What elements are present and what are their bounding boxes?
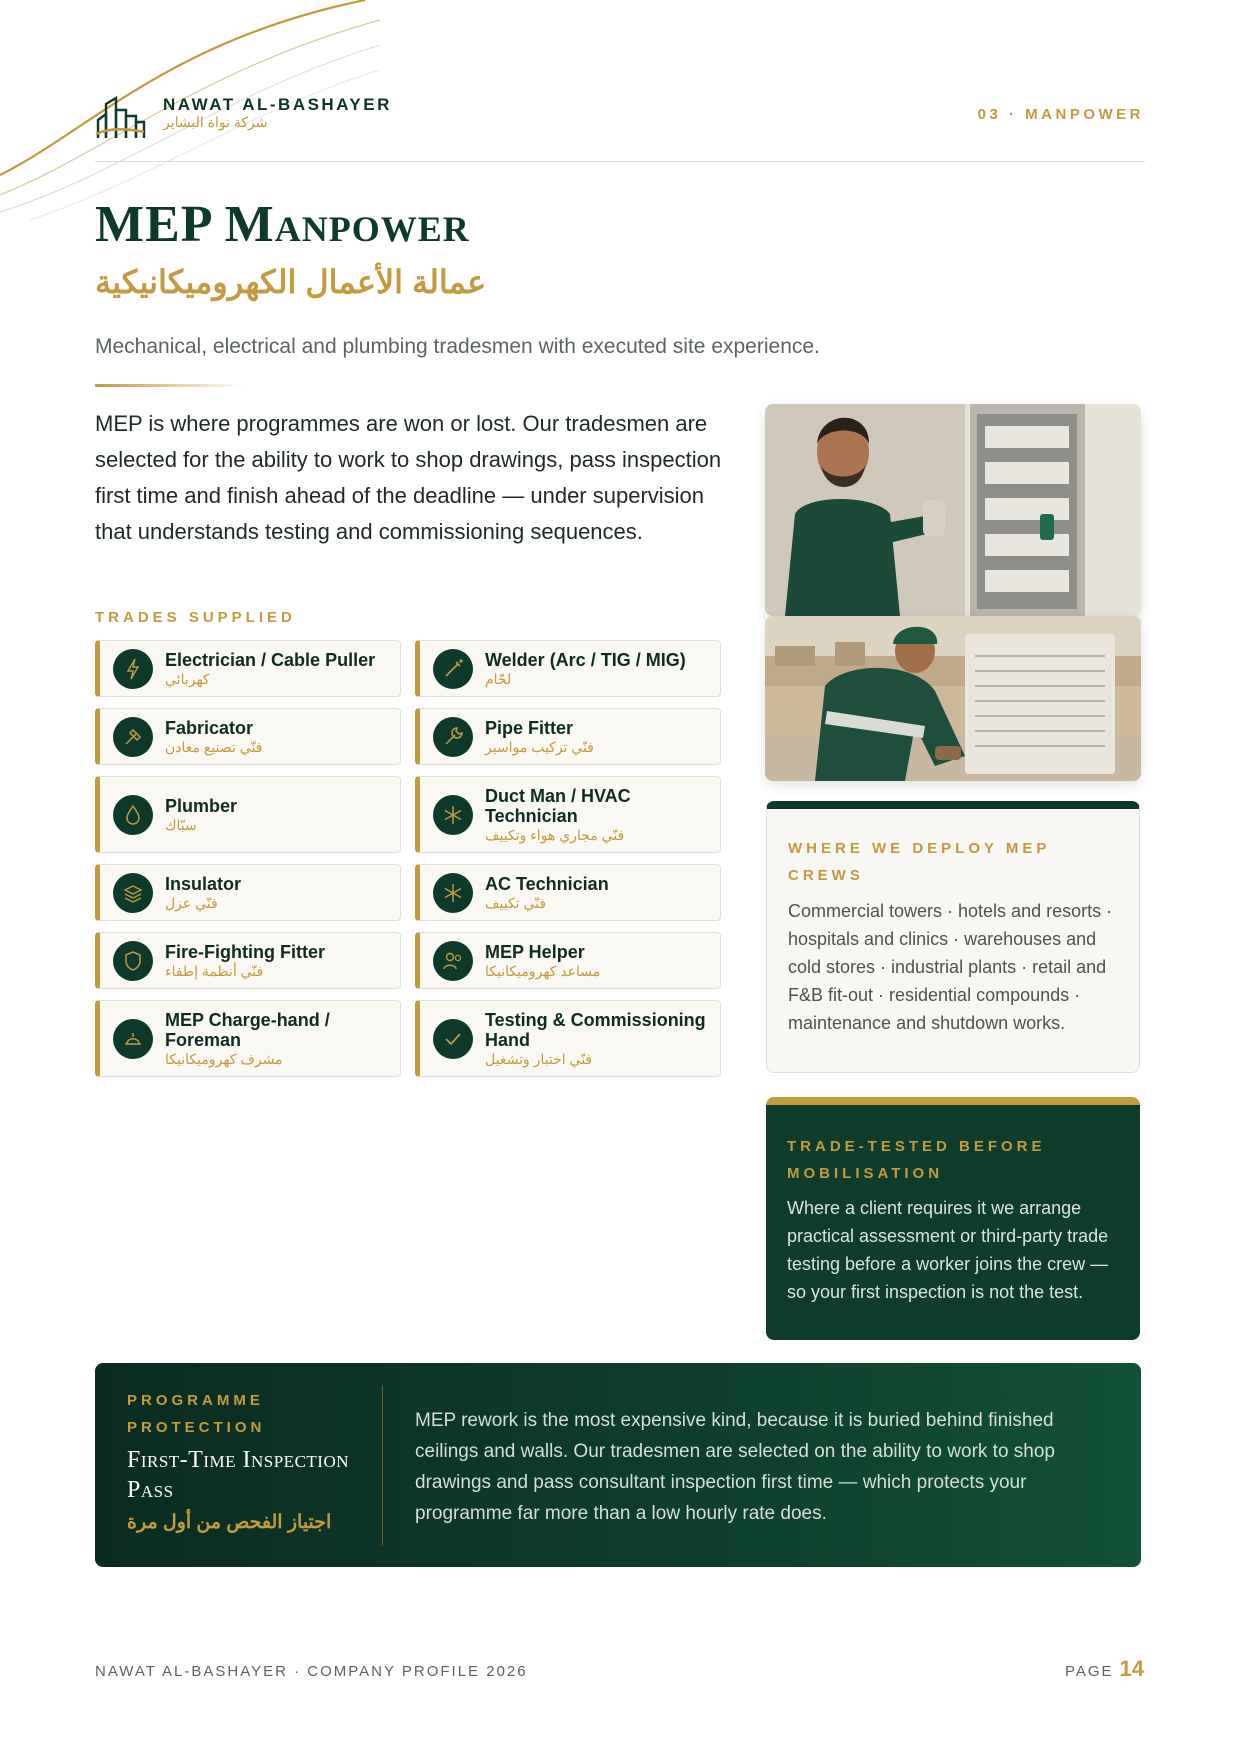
trade-name-arabic: مشرف كهروميكانيكا <box>165 1050 283 1067</box>
trade-card <box>415 640 721 697</box>
trade-card <box>95 640 401 697</box>
photo-electrician-at-panel <box>765 404 1141 616</box>
trade-tested-box <box>766 1097 1140 1340</box>
trade-card <box>415 864 721 921</box>
welding-torch-icon <box>433 649 473 689</box>
trade-card <box>415 1000 721 1077</box>
snowflake-icon <box>433 795 473 835</box>
trade-card <box>415 932 721 989</box>
band-divider <box>382 1385 383 1545</box>
trade-name: AC Technician <box>485 873 609 894</box>
hard-hat-icon <box>113 1019 153 1059</box>
programme-title-arabic: اجتياز الفحص من أول مرة <box>127 1512 332 1533</box>
layers-icon <box>113 873 153 913</box>
page-title-arabic: عمالة الأعمال الكهروميكانيكية <box>95 264 487 300</box>
footer-page <box>1065 1656 1144 1682</box>
trade-name-arabic: مساعد كهروميكانيكا <box>485 962 601 979</box>
trade-name: Plumber <box>165 795 238 816</box>
photo-technician-at-ac-unit <box>765 616 1141 781</box>
trade-name: Fire-Fighting Fitter <box>165 941 325 962</box>
trade-name-arabic: سبّاك <box>165 816 197 833</box>
trade-card <box>95 776 401 853</box>
trades-heading: TRADES SUPPLIED <box>95 609 296 626</box>
section-tag: 03 · MANPOWER <box>977 106 1144 123</box>
trade-card <box>415 776 721 853</box>
trade-name-arabic: فنّي تركيب مواسير <box>485 738 594 755</box>
programme-title: First-Time Inspection Pass <box>127 1447 350 1503</box>
water-drop-icon <box>113 795 153 835</box>
programme-heading: PROGRAMME PROTECTION <box>127 1392 266 1436</box>
trade-name: MEP Charge-hand / Foreman <box>165 1009 330 1050</box>
trade-card <box>95 1000 401 1077</box>
trade-card <box>415 708 721 765</box>
page-subtitle: Mechanical, electrical and plumbing tradesmen with executed site experience. <box>95 335 820 358</box>
lightning-icon <box>113 649 153 689</box>
trade-card <box>95 708 401 765</box>
trade-tested-heading: TRADE-TESTED BEFORE MOBILISATION <box>787 1138 1046 1182</box>
trade-card <box>95 864 401 921</box>
trade-name-arabic: فنّي تكييف <box>485 894 547 911</box>
trade-name-arabic: فنّي اختبار وتشغيل <box>485 1050 593 1067</box>
programme-protection-band <box>95 1363 1141 1567</box>
trade-tested-body: Where a client requires it we arrange practical assessment or third-party trade testing before a worker joins the crew — so your first inspection is not the test. <box>787 1198 1109 1302</box>
trade-name-arabic: فنّي تصنيع معادن <box>165 738 263 755</box>
trade-name: Electrician / Cable Puller <box>165 649 376 670</box>
trade-name: Fabricator <box>165 717 254 738</box>
wrench-icon <box>433 717 473 757</box>
trade-name: Testing & Commissioning Hand <box>485 1009 706 1050</box>
hammer-icon <box>113 717 153 757</box>
trade-name-arabic: فنّي أنظمة إطفاء <box>165 962 264 979</box>
trade-name: Pipe Fitter <box>485 717 574 738</box>
checkmark-icon <box>433 1019 473 1059</box>
page-label: PAGE <box>1064 1663 1114 1680</box>
trade-name: MEP Helper <box>485 941 585 962</box>
trade-name: Welder (Arc / TIG / MIG) <box>485 649 686 670</box>
page-number: 14 <box>1119 1656 1144 1681</box>
users-icon <box>433 941 473 981</box>
header-divider <box>95 161 1145 162</box>
footer-company: NAWAT AL-BASHAYER · COMPANY PROFILE 2026 <box>95 1663 528 1680</box>
page-title: MEP Manpower <box>95 196 470 253</box>
trade-name-arabic: فنّي مجاري هواء وتكييف <box>485 826 625 843</box>
programme-body: MEP rework is the most expensive kind, because it is buried behind finished ceilings and walls. Our tradesmen are selected on the ability to work to shop drawings and pass consultant inspection first time — which protects your programme far more than a low hourly rate does. <box>415 1410 1055 1524</box>
trade-name-arabic: لحّام <box>485 670 512 687</box>
intro-paragraph: MEP is where programmes are won or lost. Our tradesmen are selected for the ability to work to shop drawings, pass inspection first time and finish ahead of the deadline — under supervision that understands testing and commissioning sequences. <box>95 411 722 544</box>
trade-card <box>95 932 401 989</box>
deploy-body: Commercial towers · hotels and resorts · hospitals and clinics · warehouses and cold stores · industrial plants · retail and F&B fit-out · residential compounds · maintenance and shutdown works. <box>788 901 1113 1033</box>
trade-name-arabic: فنّي عزل <box>165 894 218 911</box>
deploy-heading: WHERE WE DEPLOY MEP CREWS <box>788 840 1051 884</box>
shield-icon <box>113 941 153 981</box>
snowflake-icon <box>433 873 473 913</box>
building-logo-icon <box>94 94 146 140</box>
trade-name: Duct Man / HVAC Technician <box>485 785 631 826</box>
brand-name: NAWAT AL-BASHAYER <box>163 95 392 114</box>
gold-accent-rule <box>95 384 245 387</box>
trade-name-arabic: كهربائي <box>165 670 210 687</box>
deploy-locations-box <box>766 801 1140 1073</box>
trade-name: Insulator <box>165 873 242 894</box>
brand-name-arabic: شركة نواة البشاير <box>163 114 268 130</box>
